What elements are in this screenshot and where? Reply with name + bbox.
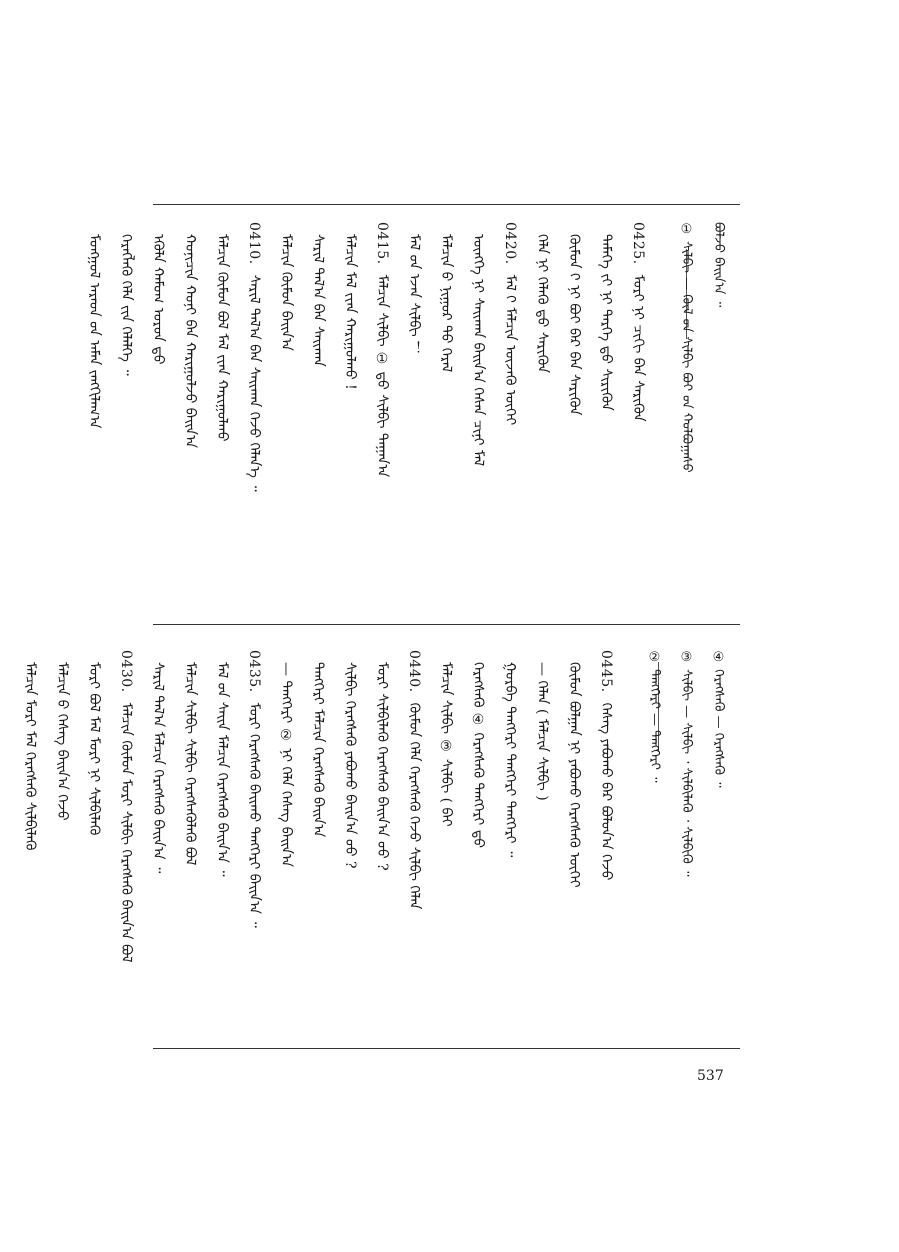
entry-line: ᠡᠭᠦᠯᠡ ᠬᠠᠮᠤᠭ ᠣᠷᠣᠨ ᠳ᠋ᠤ᠌ [150,234,166,365]
entry-line: ᠬᠡᠷᠡᠭᠰᠡᠭᠦ ④ ᠬᠡᠷᠡᠭᠰᠡᠭᠦ ᠲᠡᠩᠭᠡᠷᠢ ᠳ᠋ᠦ [470,662,486,849]
entry-number: 0410. [246,222,262,265]
column-spacer [628,650,644,1010]
entry-line: ᠮᠣᠷᠢ ᠰᠢᠯᠪᠢᠯᠡᠬᠦ ᠬᠡᠷᠡᠭᠰᠡᠭᠦ ᠪᠠᠢᠨ᠎ᠠ ᠤᠤ ? [374,662,390,871]
entry-line: ᠮᠠᠯ ᠤ᠋ᠨ ᠡᠵᠡᠨ ᠰᠢᠯᠪᠢ ！ [406,234,422,356]
entry-line: ᠬᠣᠨᠢᠴᠢᠨ ᠬᠣᠨᠢ ᠪᠠᠨ ᠬᠠᠷᠢᠭᠤᠯᠵᠤ ᠪᠠᠢᠨ᠎ᠠ [182,234,198,449]
footnote-line: ③ ᠰᠢᠯᠪᠢ — ᠰᠢᠯᠪᠢ ᠂ ᠰᠢᠯᠪᠢᠯᠡᠬᠦ ᠂ ᠰᠢᠯᠪᠢᠬᠦ ᠃ [679,650,694,877]
entry-number: 0440. [406,650,422,693]
entry-line: ᠮᠠᠯᠴᠢᠨ ᠰᠢᠯᠪᠢ ③ ᠰᠢᠯᠪᠢ ( ᠪᠠᠢ [438,662,454,827]
entry-text: ᠬᠡᠰᠡᠭ ᠶᠠᠪᠤᠬᠤ ᠪᠠᠷ ᠪᠣᠯᠤᠨ᠎ᠠ ᠭᠡᠵᠦ [598,702,614,881]
entry-text: ᠮᠠᠯᠴᠢᠨ ᠬᠦᠮᠦᠨ ᠮᠣᠷᠢ ᠰᠢᠯᠪᠢ ᠬᠡᠷᠡᠭᠰᠡᠭᠦ ᠪᠠᠢᠨ᠎ᠠ ᠪᠣᠯ [118,702,134,963]
top-text-block [86,222,740,582]
entry-first-line [244,650,276,1010]
entry-line: ᠮᠠᠯᠴᠢᠨ ᠬᠦᠮᠦᠨ ᠪᠠᠢᠨ᠎ᠠ [278,234,294,351]
entry-number: 0420. [502,222,518,265]
entry-first-line [372,222,404,582]
footnote-line: ④ ᠬᠡᠷᠡᠭᠰᠡᠭᠦ — ᠬᠡᠷᠡᠭᠰᠡᠭᠦ ᠃ [711,650,726,788]
entry-line: ᠮᠠᠯᠴᠢᠨ ᠤ᠋ ᠨᠢᠭᠤᠷ ᠲᠤ᠌ ᠭᠡᠷᠡᠯ [438,234,454,373]
entry-line: ᠮᠠᠯᠴᠢᠨ ᠤ᠋ ᠬᠡᠰᠡᠭ ᠪᠠᠢᠨ᠎ᠠ ᠭᠡᠵᠦ [54,662,70,821]
entry-line: ᠮᠠᠯᠴᠢᠨ ᠮᠠᠯ ᠢ᠋ᠶ᠋ᠠᠨ ᠬᠠᠷᠢᠭᠤᠯᠬᠤ ! [342,234,358,390]
footnote-line: ᠪᠣᠯᠵᠤ ᠪᠠᠢᠨ᠎ᠠ ᠃ [711,222,726,308]
entry-number: 0415. [374,222,390,265]
entry-text: ᠬᠦᠮᠦᠨ ᠬᠡᠯᠡ ᠬᠡᠷᠡᠭᠰᠡᠭᠦ ᠭᠡᠵᠦ ᠰᠢᠯᠪᠢ ᠬᠡᠯᠡᠨ [406,702,422,910]
top-columns [84,222,740,582]
footnote-line: ② ᠲᠡᠩᠭᠡᠷᠢ — ᠲᠡᠩᠭᠡᠷᠢ ᠃ [647,650,662,783]
entry-number: 0445. [598,650,614,693]
entry-line: ᠮᠠᠯᠴᠢᠨ ᠬᠦᠮᠦᠨ ᠪᠣᠯ ᠮᠠᠯ ᠢ᠋ᠶ᠋ᠠᠨ ᠬᠠᠷᠢᠭᠤᠯᠬᠤ [214,234,230,442]
entry-number: 0430. [118,650,134,693]
entry-text: ᠰᠠᠷᠢᠯ ᠲᠠᠯ᠎ᠠ ᠪᠠᠨ ᠰᠠᠢᠬᠠᠨ ᠭᠡᠵᠦ ᠬᠡᠯᠡᠨ᠎ᠡ ᠃ [246,274,262,492]
entry-first-line [628,222,660,582]
entry-line: ᠰᠢᠯᠪᠢ ᠬᠡᠷᠡᠭᠰᠡᠭᠦ ᠶᠠᠪᠤᠬᠤ ᠪᠠᠢᠨ᠎ᠠ ᠤᠤ ? [342,662,358,869]
entry-line: — ᠲᠡᠩᠭᠡᠷᠢ ② ᠨᠢ ᠬᠡᠯᠡ ᠬᠡᠰᠡᠭ ᠪᠠᠢᠨ᠎ᠠ [278,662,294,868]
middle-rule [153,624,740,625]
page-number: 537 [697,1068,724,1084]
entry-line: ᠲᠡᠮᠡᠭᠡ ᠶ᠋ᠢ ᠨᠢ ᠲᠡᠷᠭᠡ ᠳ᠋ᠦ ᠰᠢᠷᠢᠭᠦᠨ [598,234,614,411]
entry-line: ᠬᠡᠯᠡ ᠨᠢ ᠬᠡᠯᠡᠬᠦ ᠳ᠋ᠦ ᠰᠡᠷᠢᠭᠦᠨ [534,234,550,374]
entry-number: 0425. [630,222,646,265]
entry-line: ᠮᠣᠷᠢ ᠪᠣᠯ ᠮᠠᠯ ᠮᠣᠷᠢ ᠨᠢ ᠰᠢᠯᠪᠢᠯᠡᠬᠦ [86,662,102,836]
entry-text: ᠮᠣᠷᠢ ᠨᠢ ᠴᠢᠬᠢ ᠪᠡᠨ ᠰᠡᠷᠢᠭᠦᠨ [630,274,646,422]
top-rule [153,204,740,205]
entry-line: ᠰᠠᠷᠢᠯ ᠲᠠᠯ᠎ᠠ ᠪᠠᠨ ᠰᠠᠢᠬᠠᠨ [310,234,326,367]
entry-first-line [404,650,436,1010]
entry-line: ᠬᠦᠮᠦᠨ ᠪᠣᠯᠭᠠᠨ ᠨᠢ ᠶᠠᠪᠤᠬᠤ ᠬᠡᠷᠡᠭᠰᠡᠭᠦ ᠦᠭᠡᠢ [566,662,582,888]
entry-line: ᠦᠩᠭᠡ ᠨᠢ ᠰᠠᠢᠬᠠᠨ ᠪᠠᠢᠨ᠎ᠠ ᠬᠡᠰᠡᠨ ᠴᠢᠨᠢ ᠮᠠᠯ [470,234,486,467]
entry-line: — ᠬᠡᠯᠡᠨ ( ᠮᠠᠯᠴᠢᠨ ᠰᠢᠯᠪᠢ ) [534,662,550,801]
bottom-columns [20,650,740,1010]
bottom-text-block [22,650,740,1010]
footnote-line: ① ᠰᠢᠯᠪᠢ — ᠬᠦᠯ ᠤ᠋ᠨ ᠰᠢᠯᠪᠢ ᠪᠣᠶ ᠤ᠋ᠨ ᠬᠣᠯᠪᠣᠭᠠᠰᠤ [679,222,694,473]
entry-first-line [244,222,276,582]
bottom-rule [153,1048,740,1049]
entry-first-line [500,222,532,582]
column-spacer [660,222,676,582]
entry-text: ᠮᠣᠷᠢ ᠬᠡᠷᠡᠭᠰᠡᠭᠦ ᠪᠠᠢᠬᠤ ᠲᠡᠩᠭᠡᠷᠢ ᠪᠠᠢᠨ᠎ᠠ ᠃ [246,702,262,928]
entry-line: ᠮᠠᠯ ᠤ᠋ᠨ ᠰᠠᠢᠨ ᠮᠠᠯᠴᠢᠨ ᠬᠡᠷᠡᠭᠰᠡᠭᠦ ᠪᠠᠢᠨ᠎ᠠ ᠃ [214,662,230,877]
entry-line: ᠮᠣᠩᠭᠣᠯ ᠠᠷᠠᠳ ᠤ᠋ᠨ ᠠᠮᠠᠨ ᠵᠠᠩᠬᠢᠯᠠᠭ᠎ᠠ [86,234,102,429]
entry-number: 0435. [246,650,262,693]
entry-line: ᠲᠡᠩᠭᠡᠷᠢ ᠮᠠᠯᠴᠢᠨ ᠬᠡᠷᠡᠭᠰᠡᠭᠦ ᠪᠠᠢᠨ᠎ᠠ [310,662,326,838]
entry-line: ᠮᠠᠯᠴᠢᠨ ᠮᠣᠷᠢ ᠮᠠᠯ ᠬᠡᠷᠡᠭᠰᠡᠭᠦ ᠰᠢᠯᠪᠢᠯᠡᠬᠦ [22,662,38,851]
entry-line: ᠮᠠᠯᠴᠢᠨ ᠰᠢᠯᠪᠢ ᠰᠢᠯᠪᠢ ᠬᠡᠷᠡᠭᠰᠡᠭᠦᠯᠡᠬᠦ ᠪᠣᠯ [182,662,198,866]
entry-line: ᠬᠦᠮᠦᠨ ᠢ᠋ ᠨᠢ ᠪᠣᠢ ᠪᠠᠷ ᠪᠡᠨ ᠰᠡᠷᠢᠭᠦᠨ [566,234,582,416]
entry-line: ᠬᠡᠷᠡᠭᠯᠡᠭᠦ ᠬᠡᠯᠡ ᠶ᠋ᠢᠨ ᠬᠡᠯᠡᠯᠭᠡ ᠃ [118,234,134,376]
entry-line: ᠰᠠᠷᠢᠯ ᠲᠠᠯ᠎ᠠ ᠮᠠᠯᠴᠢᠨ ᠬᠡᠷᠡᠭᠰᠡᠭᠦ ᠪᠠᠢᠨ᠎ᠠ ᠃ [150,662,166,874]
entry-first-line [596,650,628,1010]
entry-text: ᠮᠠᠯᠴᠢᠨ ᠰᠢᠯᠪᠢ ① ᠳ᠋ᠦ ᠰᠢᠯᠪᠢ ᠳᠠᠭᠠᠨ᠎ᠠ [374,274,390,478]
entry-line: ᠭᠣᠷᠪᠠ ᠲᠡᠩᠭᠡᠷᠢ ᠲᠡᠩᠭᠡᠷᠢ ᠲᠡᠩᠭᠡᠷᠢ ᠃ [502,662,518,858]
entry-first-line [116,650,148,1010]
entry-text: ᠮᠠᠯ ᠢ᠋ ᠮᠠᠯᠴᠢᠨ ᠦᠵᠡᠬᠦ ᠦᠭᠡᠢ [502,274,518,426]
